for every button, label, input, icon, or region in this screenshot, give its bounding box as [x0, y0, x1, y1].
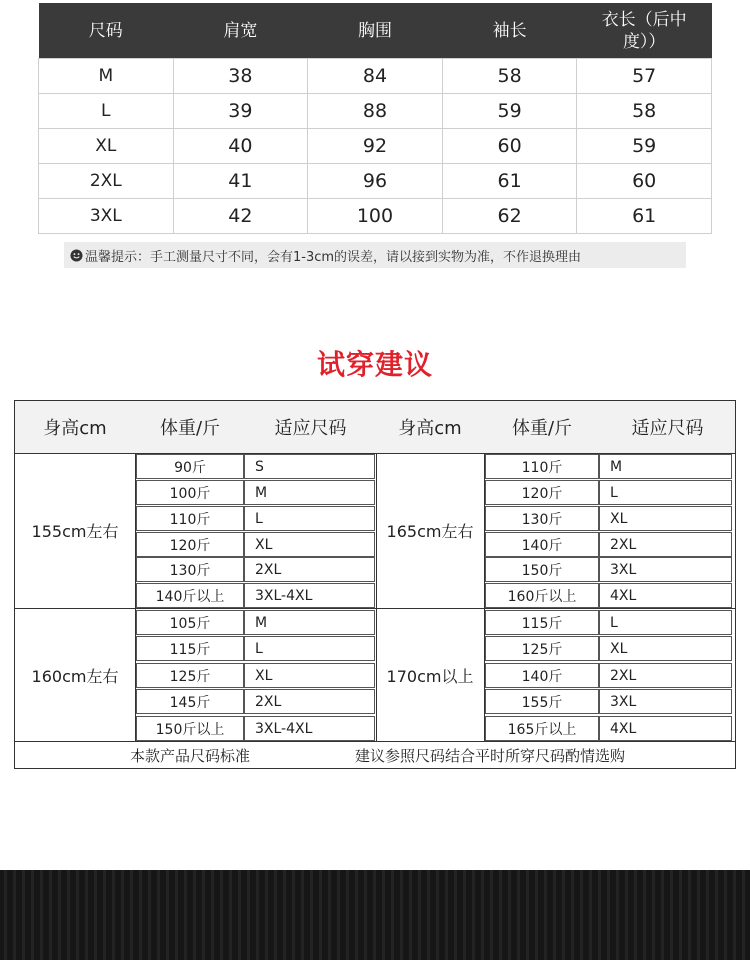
fabric-rib	[301, 870, 304, 960]
weight-right-cell: 130斤	[485, 506, 599, 531]
header-size-left: 适应尺码	[274, 418, 347, 439]
size-label-cell: 3XL	[39, 199, 174, 234]
size-value-cell: 96	[308, 164, 443, 199]
fabric-rib	[202, 870, 205, 960]
size-value-cell: 57	[577, 59, 712, 94]
header-size-right: 适应尺码	[631, 418, 704, 439]
fabric-rib	[40, 870, 43, 960]
height-left-cell: 155cm左右	[31, 522, 119, 541]
fabric-rib	[661, 870, 664, 960]
weight-right-cell: 155斤	[485, 689, 599, 714]
weight-left-cell: 125斤	[136, 663, 244, 688]
fabric-rib	[139, 870, 142, 960]
fabric-rib	[625, 870, 628, 960]
fabric-rib	[580, 870, 583, 960]
fabric-rib	[445, 870, 448, 960]
size-right-cell: XL	[599, 506, 732, 531]
fabric-rib	[292, 870, 295, 960]
fit-group	[15, 453, 735, 609]
fabric-rib	[328, 870, 331, 960]
size-value-cell: 61	[577, 199, 712, 234]
size-left-cell: 2XL	[244, 689, 375, 714]
fabric-rib	[274, 870, 277, 960]
size-row	[39, 164, 712, 199]
size-value-cell: 41	[173, 164, 308, 199]
fabric-rib	[175, 870, 178, 960]
size-right-cell: 4XL	[599, 583, 732, 608]
weight-left-cell: 100斤	[136, 480, 244, 505]
fabric-rib	[571, 870, 574, 960]
fabric-rib	[400, 870, 403, 960]
fabric-rib	[535, 870, 538, 960]
weight-right-cell: 110斤	[485, 454, 599, 479]
weight-right-cell: 165斤以上	[485, 716, 599, 741]
fit-footer-row	[15, 741, 735, 769]
fabric-rib	[670, 870, 673, 960]
fabric-rib	[184, 870, 187, 960]
fabric-rib	[472, 870, 475, 960]
fabric-rib	[733, 870, 736, 960]
size-chart-table	[38, 3, 712, 234]
size-value-cell: 92	[308, 129, 443, 164]
footer-left-note: 本款产品尺码标准	[129, 747, 250, 765]
size-value-cell: 39	[173, 94, 308, 129]
fabric-rib	[490, 870, 493, 960]
size-value-cell: 61	[442, 164, 577, 199]
fabric-rib	[427, 870, 430, 960]
fabric-rib	[121, 870, 124, 960]
fabric-rib	[112, 870, 115, 960]
fabric-rib	[643, 870, 646, 960]
weight-right-cell: 160斤以上	[485, 583, 599, 608]
smiley-icon	[70, 249, 83, 262]
fabric-rib	[373, 870, 376, 960]
column-divider	[376, 453, 377, 608]
header-size: 尺码	[39, 3, 174, 59]
fabric-rib	[13, 870, 16, 960]
size-right-cell: 3XL	[599, 689, 732, 714]
fabric-rib	[589, 870, 592, 960]
size-value-cell: 100	[308, 199, 443, 234]
fabric-rib	[481, 870, 484, 960]
fabric-rib	[409, 870, 412, 960]
size-row	[39, 59, 712, 94]
size-right-cell: 2XL	[599, 663, 732, 688]
size-right-cell: 4XL	[599, 716, 732, 741]
fabric-rib	[562, 870, 565, 960]
size-value-cell: 59	[442, 94, 577, 129]
size-left-cell: 2XL	[244, 557, 375, 582]
fabric-rib	[652, 870, 655, 960]
size-left-cell: S	[244, 454, 375, 479]
header-height-right: 身高cm	[398, 418, 462, 439]
size-value-cell: 58	[577, 94, 712, 129]
size-left-cell: L	[244, 506, 375, 531]
header-weight-left: 体重/斤	[159, 418, 221, 439]
weight-right-cell: 150斤	[485, 557, 599, 582]
fabric-rib	[310, 870, 313, 960]
header-shoulder: 肩宽	[173, 3, 308, 59]
fit-group	[15, 609, 735, 741]
fabric-rib	[256, 870, 259, 960]
fit-header-row	[15, 401, 735, 454]
size-value-cell: 84	[308, 59, 443, 94]
fabric-rib	[688, 870, 691, 960]
fabric-rib	[634, 870, 637, 960]
fabric-rib	[382, 870, 385, 960]
fabric-rib	[265, 870, 268, 960]
fabric-rib	[364, 870, 367, 960]
fabric-rib	[697, 870, 700, 960]
fabric-rib	[238, 870, 241, 960]
weight-left-cell: 130斤	[136, 557, 244, 582]
fabric-rib	[454, 870, 457, 960]
size-row	[39, 129, 712, 164]
height-right-cell: 165cm左右	[386, 522, 474, 541]
fabric-rib	[247, 870, 250, 960]
fabric-rib	[193, 870, 196, 960]
size-label-cell: L	[39, 94, 174, 129]
size-value-cell: 88	[308, 94, 443, 129]
size-label-cell: XL	[39, 129, 174, 164]
size-left-cell: XL	[244, 663, 375, 688]
section-title: 试穿建议	[316, 348, 433, 381]
size-value-cell: 42	[173, 199, 308, 234]
size-left-cell: L	[244, 636, 375, 661]
fabric-rib	[517, 870, 520, 960]
weight-left-cell: 105斤	[136, 610, 244, 635]
size-value-cell: 62	[442, 199, 577, 234]
header-height-left: 身高cm	[43, 418, 107, 439]
column-divider	[376, 609, 377, 741]
size-value-cell: 60	[442, 129, 577, 164]
fabric-rib	[130, 870, 133, 960]
fabric-rib	[76, 870, 79, 960]
weight-left-cell: 150斤以上	[136, 716, 244, 741]
size-left-cell: M	[244, 610, 375, 635]
weight-right-cell: 115斤	[485, 610, 599, 635]
fabric-rib	[526, 870, 529, 960]
fabric-rib	[157, 870, 160, 960]
size-chart-header-row	[39, 3, 712, 59]
size-left-cell: M	[244, 480, 375, 505]
fabric-rib	[337, 870, 340, 960]
height-left-cell: 160cm左右	[31, 666, 119, 686]
fabric-rib	[220, 870, 223, 960]
weight-left-cell: 120斤	[136, 532, 244, 557]
measurement-notice	[64, 242, 686, 268]
size-left-cell: 3XL-4XL	[244, 716, 375, 741]
size-left-cell: 3XL-4XL	[244, 583, 375, 608]
size-right-cell: XL	[599, 636, 732, 661]
weight-right-cell: 140斤	[485, 663, 599, 688]
header-length-line2: 度））	[622, 31, 666, 52]
size-right-cell: L	[599, 610, 732, 635]
fabric-rib	[355, 870, 358, 960]
fabric-rib	[436, 870, 439, 960]
header-sleeve: 袖长	[442, 3, 577, 59]
weight-left-cell: 90斤	[136, 454, 244, 479]
size-right-cell: 3XL	[599, 557, 732, 582]
size-right-cell: L	[599, 480, 732, 505]
footer-right-note: 建议参照尺码结合平时所穿尺码酌情选购	[354, 747, 625, 765]
size-label-cell: M	[39, 59, 174, 94]
weight-left-cell: 115斤	[136, 636, 244, 661]
height-right-cell: 170cm以上	[386, 666, 474, 686]
fabric-rib	[418, 870, 421, 960]
size-value-cell: 59	[577, 129, 712, 164]
fabric-rib	[211, 870, 214, 960]
weight-right-cell: 140斤	[485, 532, 599, 557]
size-value-cell: 58	[442, 59, 577, 94]
size-row	[39, 94, 712, 129]
fabric-rib	[148, 870, 151, 960]
fabric-rib	[346, 870, 349, 960]
fabric-rib	[319, 870, 322, 960]
weight-right-cell: 120斤	[485, 480, 599, 505]
fabric-rib	[58, 870, 61, 960]
fabric-rib	[229, 870, 232, 960]
size-value-cell: 38	[173, 59, 308, 94]
size-value-cell: 40	[173, 129, 308, 164]
header-chest: 胸围	[308, 3, 443, 59]
fabric-rib	[508, 870, 511, 960]
fabric-rib	[679, 870, 682, 960]
fabric-rib	[499, 870, 502, 960]
weight-right-cell: 125斤	[485, 636, 599, 661]
notice-text: 温馨提示：手工测量尺寸不同，会有1-3cm的误差，请以接到实物为准，不作退换理由	[85, 249, 582, 265]
fabric-rib	[391, 870, 394, 960]
fabric-rib	[616, 870, 619, 960]
size-left-cell: XL	[244, 532, 375, 557]
fabric-rib	[544, 870, 547, 960]
fabric-rib	[715, 870, 718, 960]
size-value-cell: 60	[577, 164, 712, 199]
fabric-rib	[22, 870, 25, 960]
header-length-line1: 衣长（后中	[601, 9, 687, 30]
fabric-rib	[85, 870, 88, 960]
fabric-rib	[706, 870, 709, 960]
fabric-rib	[724, 870, 727, 960]
size-right-cell: 2XL	[599, 532, 732, 557]
fabric-rib	[4, 870, 7, 960]
fabric-photo	[0, 870, 750, 960]
weight-left-cell: 140斤以上	[136, 583, 244, 608]
size-row	[39, 199, 712, 234]
fabric-rib	[67, 870, 70, 960]
fabric-rib	[94, 870, 97, 960]
weight-left-cell: 110斤	[136, 506, 244, 531]
fabric-rib	[598, 870, 601, 960]
fabric-rib	[49, 870, 52, 960]
fabric-rib	[607, 870, 610, 960]
fabric-rib	[553, 870, 556, 960]
fabric-rib	[31, 870, 34, 960]
fit-suggestion-table	[14, 400, 736, 769]
header-weight-right: 体重/斤	[511, 418, 573, 439]
fabric-rib	[463, 870, 466, 960]
size-right-cell: M	[599, 454, 732, 479]
fabric-rib	[166, 870, 169, 960]
size-label-cell: 2XL	[39, 164, 174, 199]
fabric-rib	[103, 870, 106, 960]
fabric-rib	[283, 870, 286, 960]
weight-left-cell: 145斤	[136, 689, 244, 714]
header-length	[577, 3, 712, 59]
fabric-rib	[742, 870, 745, 960]
